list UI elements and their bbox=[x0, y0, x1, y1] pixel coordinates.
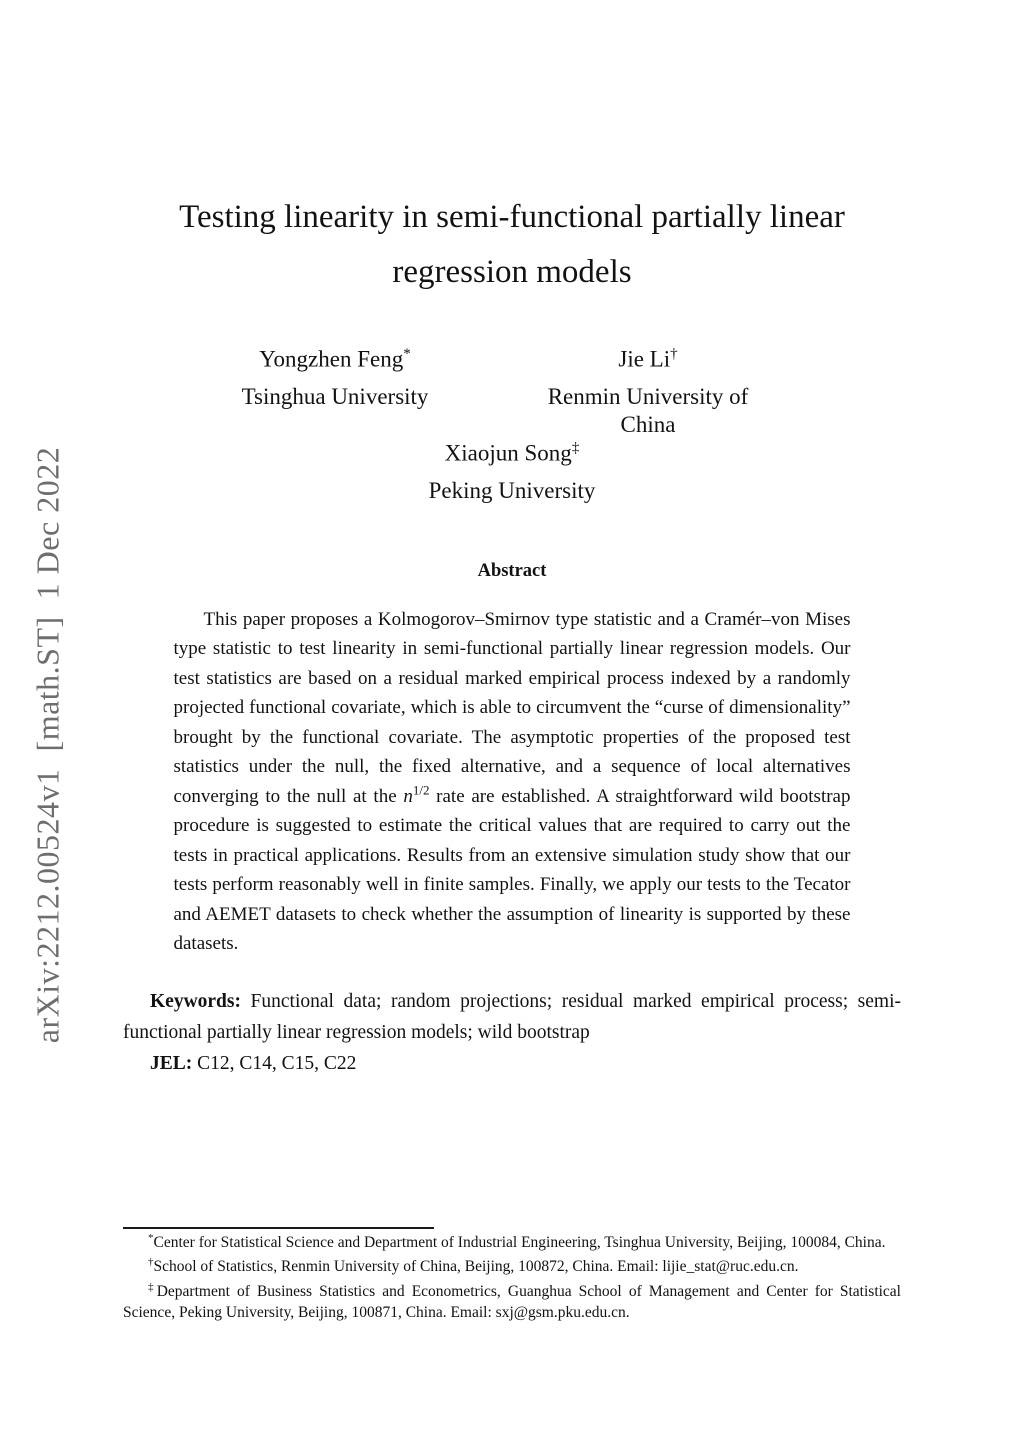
footnote-text: Department of Business Statistics and Econometrics, Guanghua School of Management and Center for Statistical Science, Peking University, Beijing, 100871, China. Email: sxj@gsm.pku.edu.cn. bbox=[123, 1282, 901, 1322]
footnote-2 bbox=[123, 1256, 901, 1278]
jel-line bbox=[123, 1048, 901, 1079]
jel-label: JEL: bbox=[150, 1052, 193, 1074]
authors-row bbox=[123, 340, 901, 437]
author-block-feng bbox=[242, 340, 429, 411]
author-name bbox=[123, 434, 901, 468]
abstract-heading: Abstract bbox=[477, 560, 547, 581]
page-content bbox=[123, 0, 901, 1324]
paper-title-line1: Testing linearity in semi-functional partially linear bbox=[179, 199, 845, 235]
footnote-1 bbox=[123, 1232, 901, 1254]
footnote-marker: ‡ bbox=[148, 1280, 157, 1293]
footnote-3 bbox=[123, 1281, 901, 1324]
author-block-li bbox=[522, 340, 775, 439]
footnote-text: Center for Statistical Science and Department of Industrial Engineering, Tsinghua University, Beijing, 100084, China. bbox=[153, 1233, 886, 1251]
author-name-text: Xiaojun Song bbox=[444, 440, 572, 466]
keywords-label: Keywords: bbox=[150, 990, 241, 1012]
paper-title bbox=[123, 190, 901, 300]
footnote-marker: † bbox=[148, 1256, 154, 1268]
author-affiliation: Peking University bbox=[428, 477, 596, 503]
author-name-text: Jie Li bbox=[618, 346, 671, 372]
author-name-text: Yongzhen Feng bbox=[259, 346, 404, 372]
author-marker: ‡ bbox=[571, 440, 580, 456]
footnote-text: School of Statistics, Renmin University of China, Beijing, 100872, China. Email: lijie_stat@ruc.edu.cn. bbox=[153, 1258, 799, 1276]
keywords-text: Functional data; random projections; residual marked empirical process; semi-functional partially linear regression models; wild bootstrap bbox=[123, 990, 901, 1043]
math-exponent: 1/2 bbox=[412, 782, 430, 798]
author-affiliation: Renmin University of China bbox=[547, 383, 749, 437]
abstract-part2: rate are established. A straightforward wild bootstrap procedure is suggested to estimate the critical values that are required to carry out the tests in practical applications. Results from an extensive simulation study show that our tests perform reasonably well in finite samples. Finally, we apply our tests to the Tecator and AEMET datasets to check whether the assumption of linearity is supported by these datasets. bbox=[173, 785, 851, 955]
author-name bbox=[242, 340, 429, 374]
paper-title-line2: regression models bbox=[392, 254, 632, 290]
abstract-part1: This paper proposes a Kolmogorov–Smirnov type statistic and a Cramér–von Mises type statistic to test linearity in semi-functional partially linear regression models. Our test statistics are based on a residual marked empirical process indexed by a randomly projected functional covariate, which is able to circumvent the “curse of dimensionality” brought by the functional covariate. The asymptotic properties of the proposed test statistics under the null, the fixed alternative, and a sequence of local alternatives converging to the null at the bbox=[173, 608, 851, 807]
keywords-line bbox=[123, 986, 901, 1048]
arxiv-watermark: arXiv:2212.00524v1 [math.ST] 1 Dec 2022 bbox=[29, 446, 66, 1044]
author-name bbox=[522, 340, 775, 374]
abstract-text bbox=[174, 605, 851, 959]
footnote-marker: * bbox=[148, 1231, 154, 1244]
author-marker: * bbox=[403, 346, 411, 362]
math-variable-n: n bbox=[403, 785, 413, 807]
author-marker: † bbox=[670, 346, 678, 362]
author-block-song bbox=[123, 434, 901, 505]
author-affiliation: Tsinghua University bbox=[241, 383, 429, 409]
footnote-rule bbox=[123, 1227, 434, 1229]
jel-text: C12, C14, C15, C22 bbox=[192, 1052, 357, 1074]
